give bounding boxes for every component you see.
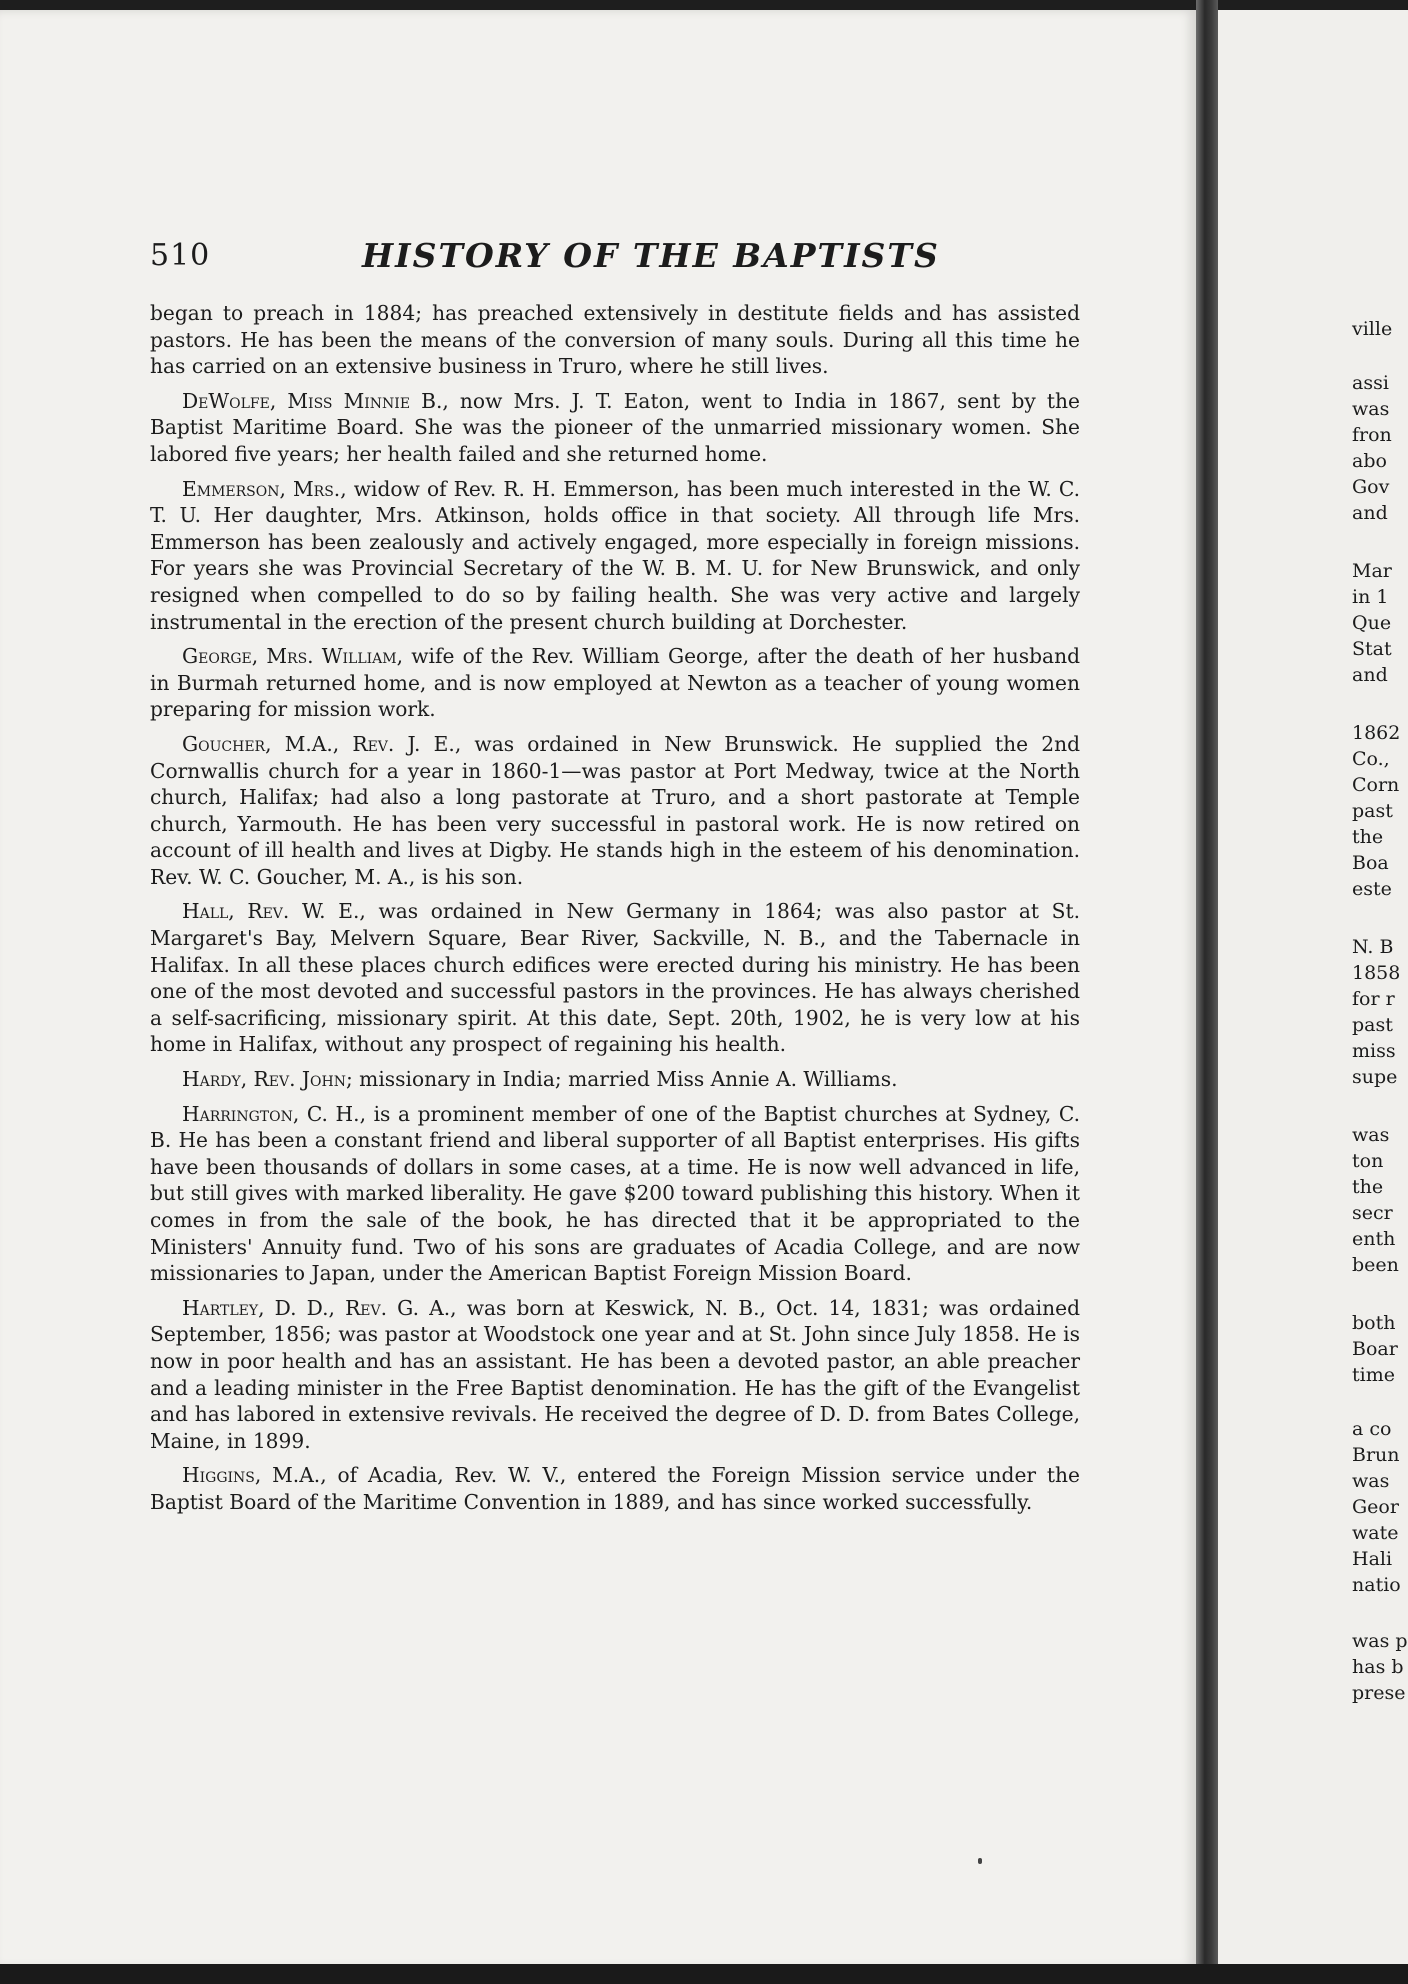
entry-heading: Higgins, M.A., <box>182 1463 327 1488</box>
fragment-line: Boa <box>1352 852 1389 874</box>
fragment-line: past <box>1352 1014 1393 1036</box>
entry-george <box>150 643 1080 723</box>
fragment-line: fron <box>1352 424 1392 446</box>
fragment-line: enth <box>1352 1228 1396 1250</box>
fragment-line: Boar <box>1352 1338 1398 1360</box>
entry-higgins <box>150 1462 1080 1515</box>
entry-text: missionary in India; married Miss Annie A. Williams. <box>352 1067 898 1092</box>
fragment-line: ville <box>1352 318 1393 340</box>
fragment-line: 1862 <box>1352 722 1401 744</box>
fragment-line: Co., <box>1352 748 1390 770</box>
fragment-line: Geor <box>1352 1496 1399 1518</box>
fragment-line: ton <box>1352 1150 1384 1172</box>
entry-text: of Acadia, Rev. W. V., entered the Foreign Mission service under the Baptist Board of the Maritime Convention in 1889, and has since worked successfully. <box>150 1463 1080 1514</box>
entry-heading: Hartley, D. D., Rev. G. A., <box>182 1295 457 1320</box>
entry-emmerson <box>150 476 1080 636</box>
entry-heading: Hall, Rev. W. E., <box>182 899 366 924</box>
fragment-line: prese <box>1352 1682 1406 1704</box>
fragment-line: miss <box>1352 1040 1396 1062</box>
fragment-line: and <box>1352 502 1388 524</box>
fragment-line: was p <box>1352 1630 1408 1652</box>
fragment-line: Brun <box>1352 1444 1400 1466</box>
fragment-line: assi <box>1352 372 1389 394</box>
fragment-line: been <box>1352 1254 1399 1276</box>
entry-text: was ordained in New Brunswick. He supplied the 2nd Cornwallis church for a year in 1860-1—was pastor at Port Medway, twice at the North church, Halifax; had also a long pastorate at Truro, and a short pastorate at Temple church, Yarmouth. He has been very successful in pastoral work. He is now retired on account of ill health and lives at Digby. He stands high in the esteem of his denomination. Rev. W. C. Goucher, M. A., is his son. <box>150 731 1080 889</box>
entry-heading: Emmerson, Mrs., <box>182 476 347 501</box>
paragraph-continuation <box>150 300 1080 380</box>
entry-text: widow of Rev. R. H. Emmerson, has been much interested in the W. C. T. U. Her daughter, Mrs. Atkinson, holds office in that society. All through life Mrs. Emmerson has been zealously and actively engaged, more especially in foreign missions. For years she was Provincial Secretary of the W. B. M. U. for New Brunswick, and only resigned when compelled to do so by failing health. She was very active and largely instrumental in the erection of the present church building at Dorchester. <box>150 476 1080 634</box>
fragment-line: wate <box>1352 1522 1399 1544</box>
fragment-line: and <box>1352 664 1388 686</box>
left-page <box>0 10 1196 1968</box>
fragment-line: supe <box>1352 1066 1398 1088</box>
book-gutter <box>1196 0 1218 1984</box>
fragment-line: natio <box>1352 1574 1401 1596</box>
entry-text: is a prominent member of one of the Baptist churches at Sydney, C. B. He has been a constant friend and liberal supporter of all Baptist enterprises. His gifts have been thousands of dollars in some cases, at a time. He is now well advanced in life, but still gives with marked liberality. He gave $200 toward publishing this history. When it comes in from the sale of the book, he has directed that it be appropriated to the Ministers' Annuity fund. Two of his sons are graduates of Acadia College, and are now missionaries to Japan, under the American Baptist Foreign Mission Board. <box>150 1101 1080 1286</box>
fragment-line: Corn <box>1352 774 1400 796</box>
fragment-line: Gov <box>1352 476 1390 498</box>
fragment-line: Stat <box>1352 638 1392 660</box>
fragment-line: past <box>1352 800 1393 822</box>
entry-text: was ordained in New Germany in 1864; was also pastor at St. Margaret's Bay, Melvern Square, Bear River, Sackville, N. B., and the Tabernacle in Halifax. In all these places church edifices were erected during his ministry. He has been one of the most devoted and successful pastors in the provinces. He has always cherished a self-sacrificing, missionary spirit. At this date, Sept. 20th, 1902, he is very low at his home in Halifax, without any prospect of regaining his health. <box>150 899 1080 1057</box>
entry-text: now Mrs. J. T. Eaton, went to India in 1867, sent by the Baptist Maritime Board. She was the pioneer of the unmarried missionary women. She labored five years; her health failed and she returned home. <box>150 388 1080 466</box>
entry-text: wife of the Rev. William George, after the death of her husband in Burmah returned home, and is now employed at Newton as a teacher of young women preparing for mission work. <box>150 644 1080 722</box>
entry-heading: Hardy, Rev. John; <box>182 1067 353 1092</box>
fragment-line: este <box>1352 878 1392 900</box>
paragraph-text: began to preach in 1884; has preached extensively in destitute fields and has assisted pastors. He has been the means of the conversion of many souls. During all this time he has carried on an extensive business in Truro, where he still lives. <box>150 301 1080 379</box>
fragment-line: Hali <box>1352 1548 1393 1570</box>
fragment-line: N. B <box>1352 936 1394 958</box>
entry-text: was born at Keswick, N. B., Oct. 14, 1831; was ordained September, 1856; was pastor at Woodstock one year and at St. John since July 1858. He is now in poor health and has an assistant. He has been a devoted pastor, an able preacher and a leading minister in the Free Baptist denomination. He has the gift of the Evangelist and has labored in extensive revivals. He received the degree of D. D. from Bates College, Maine, in 1899. <box>150 1295 1080 1453</box>
fragment-line: abo <box>1352 450 1387 472</box>
page-body <box>150 300 1080 1524</box>
entry-heading: Goucher, M.A., Rev. J. E., <box>182 731 462 756</box>
fragment-line: secr <box>1352 1202 1393 1224</box>
fragment-line: was <box>1352 1124 1390 1146</box>
fragment-line: the <box>1352 1176 1384 1198</box>
fragment-line: has b <box>1352 1656 1404 1678</box>
fragment-line: a co <box>1352 1418 1392 1440</box>
fragment-line: in 1 <box>1352 586 1389 608</box>
entry-hardy <box>150 1066 1080 1093</box>
page-number: 510 <box>150 238 211 273</box>
fragment-line: the <box>1352 826 1384 848</box>
fragment-line: time <box>1352 1364 1395 1386</box>
print-speck <box>978 1858 982 1864</box>
fragment-line: 1858 <box>1352 962 1401 984</box>
entry-goucher <box>150 731 1080 891</box>
fragment-line: for r <box>1352 988 1395 1010</box>
entry-heading: DeWolfe, Miss Minnie B., <box>182 388 449 413</box>
entry-heading: George, Mrs. William, <box>182 644 404 669</box>
fragment-line: Mar <box>1352 560 1392 582</box>
entry-dewolfe <box>150 388 1080 468</box>
fragment-line: was <box>1352 398 1390 420</box>
entry-hall <box>150 898 1080 1058</box>
fragment-line: was <box>1352 1470 1390 1492</box>
entry-harrington <box>150 1101 1080 1287</box>
running-title: HISTORY OF THE BAPTISTS <box>362 236 940 275</box>
fragment-line: Que <box>1352 612 1392 634</box>
entry-heading: Harrington, C. H., <box>182 1101 366 1126</box>
running-head <box>150 238 1050 288</box>
fragment-line: both <box>1352 1312 1396 1334</box>
scan-bottom-edge <box>0 1964 1408 1984</box>
entry-hartley <box>150 1295 1080 1455</box>
